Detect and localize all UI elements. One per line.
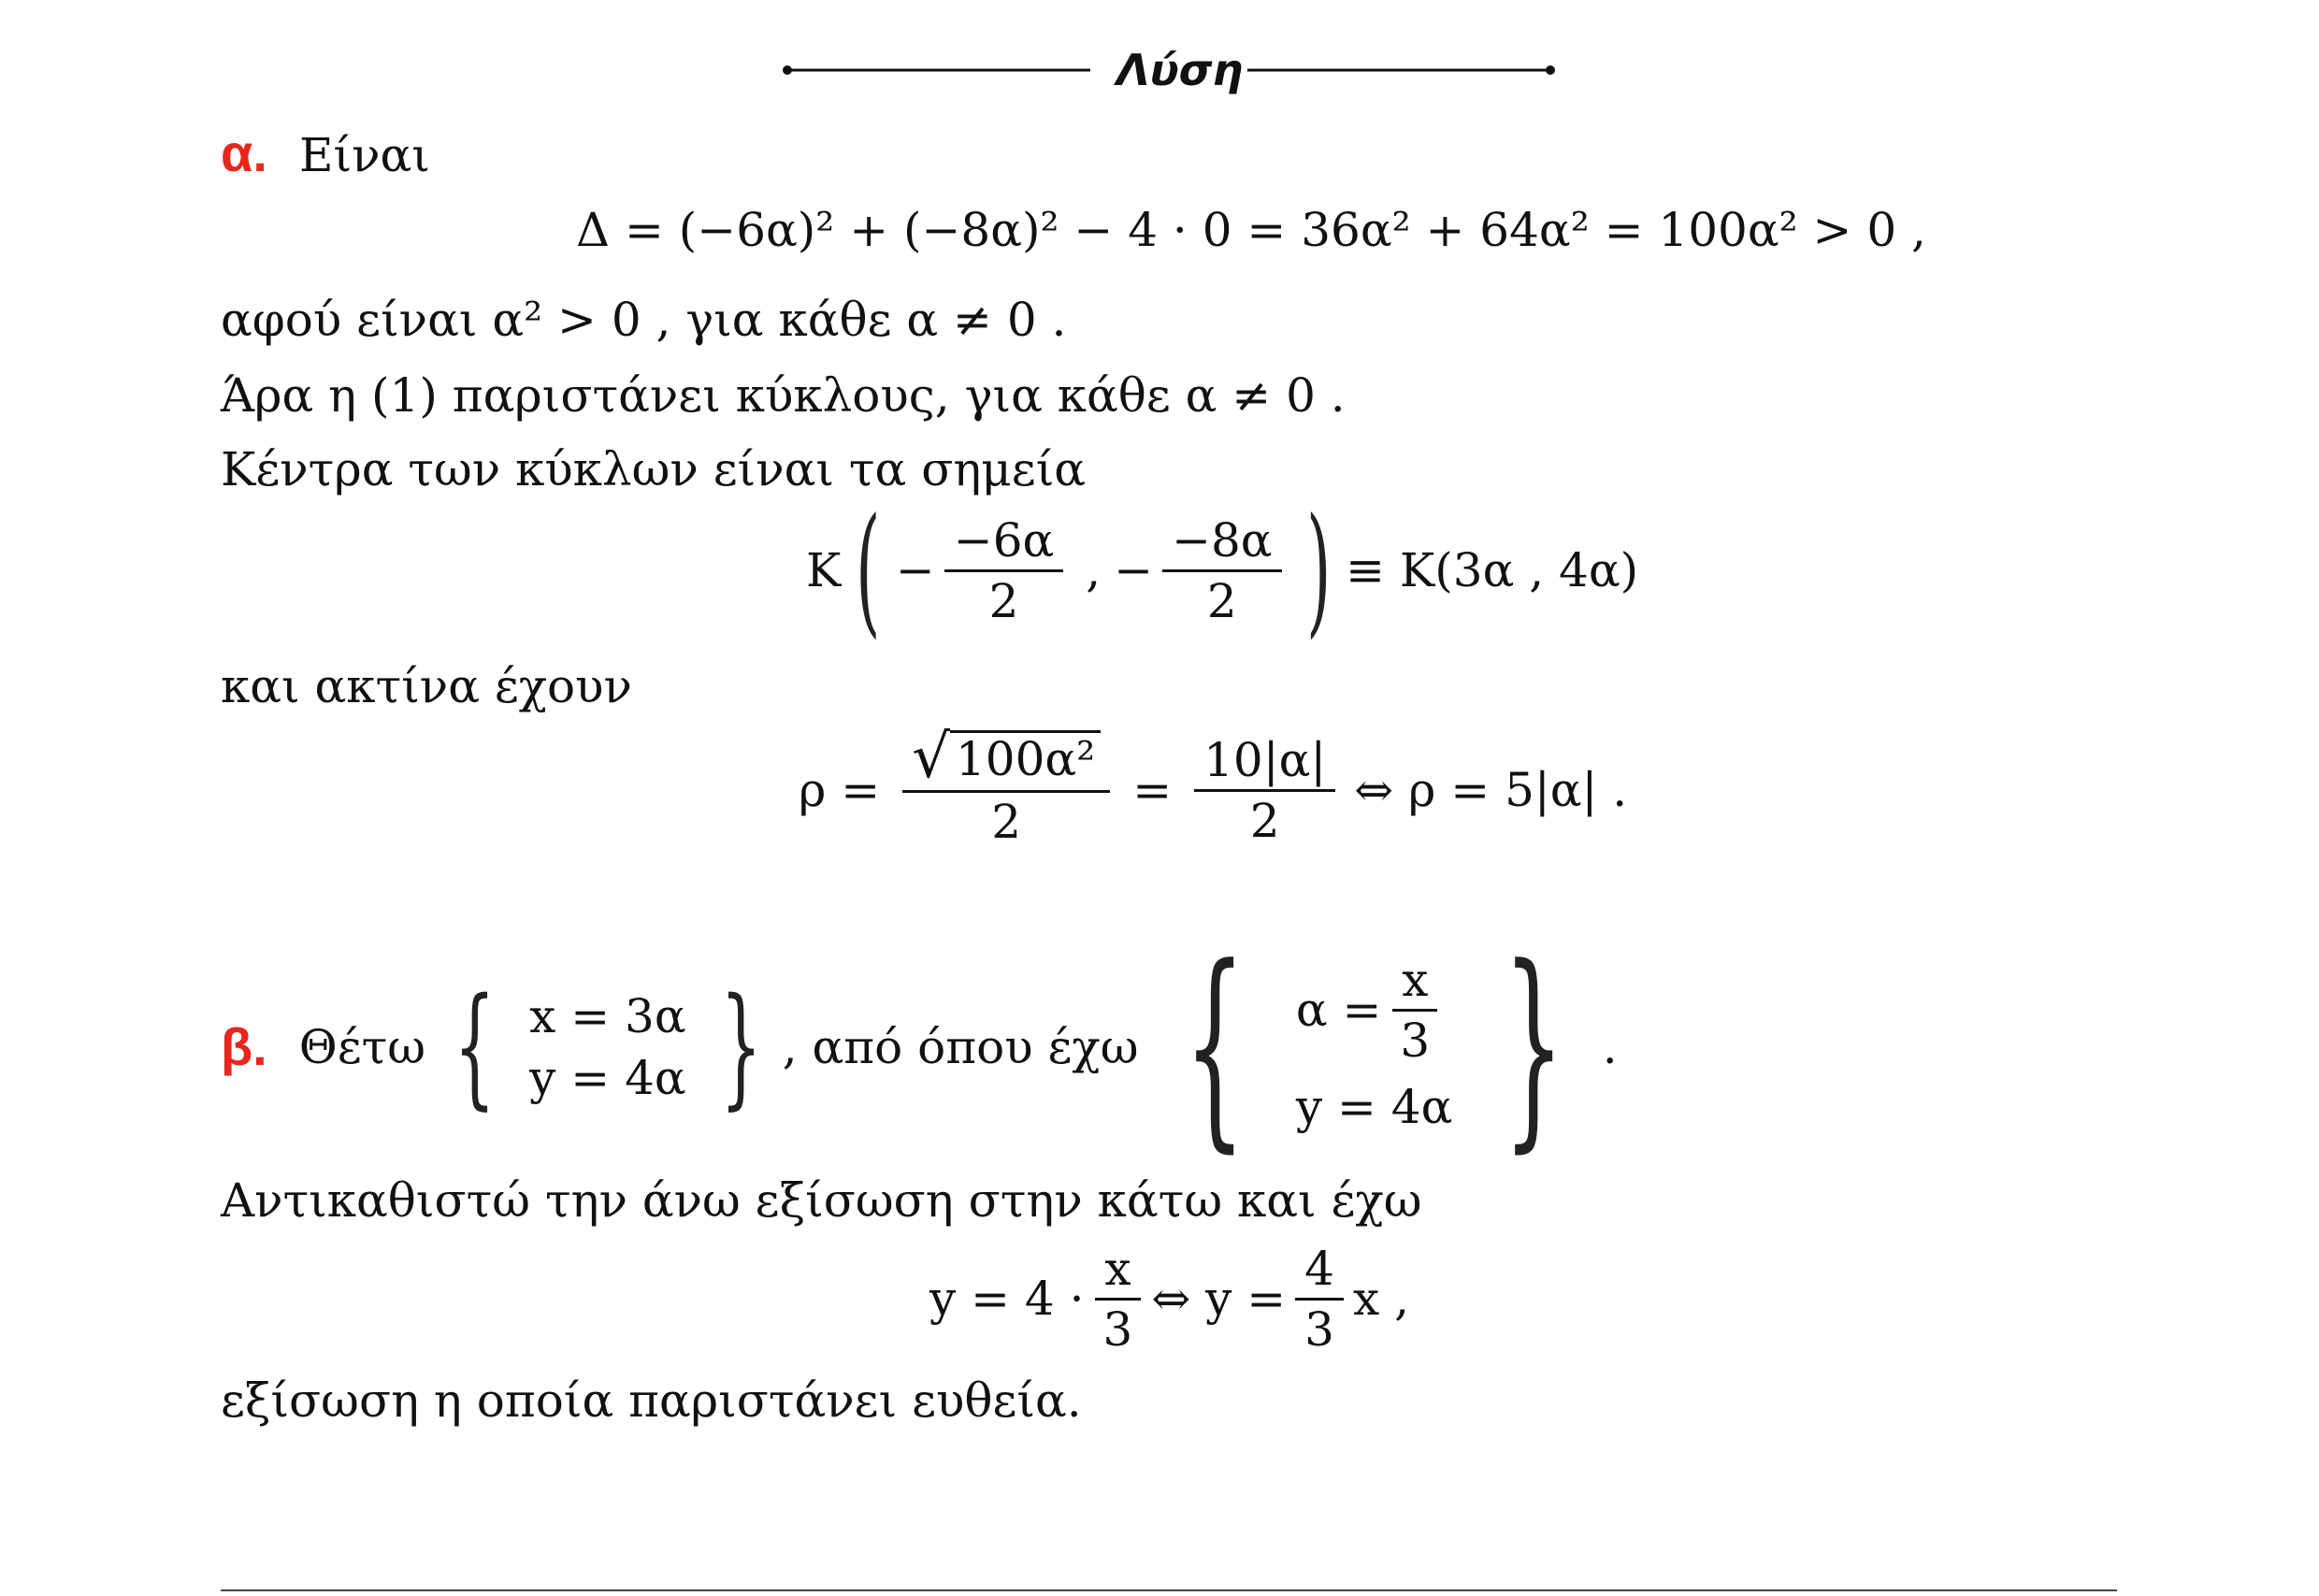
radius-equation: [799, 723, 1628, 851]
sys2-right-brace: }: [1503, 922, 1565, 1172]
part-b-intro: Θέτω: [298, 1020, 426, 1074]
part-a-intro-line: [221, 125, 430, 183]
center-num-2: −8α: [1162, 511, 1281, 572]
text-line-4: και ακτίνα έχουν: [221, 659, 632, 713]
line-den-2: 3: [1304, 1301, 1334, 1357]
text-line-2: Άρα η (1) παριστάνει κύκλους, για κάθε α ≠ 0 .: [221, 368, 1346, 423]
sqrt-symbol: √ 100α²: [912, 729, 1101, 785]
text-line-6: εξίσωση η οποία παριστάνει ευθεία.: [221, 1373, 1082, 1428]
left-paren: (: [856, 489, 881, 652]
sys2-lhs: α =: [1295, 983, 1382, 1037]
bottom-rule: [221, 1589, 2117, 1591]
sys2-num: x: [1392, 951, 1437, 1012]
center-comma: ,: [1086, 543, 1102, 597]
line-num-1: x: [1095, 1240, 1140, 1301]
sys2-den: 3: [1400, 1013, 1431, 1068]
line-fraction-1: [1094, 1240, 1143, 1359]
radius-fraction-1: [902, 723, 1110, 851]
line-den-1: 3: [1102, 1301, 1133, 1357]
right-paren: ): [1305, 489, 1332, 652]
discriminant-equation: Δ = (−6α)² + (−8α)² − 4 · 0 = 36α² + 64α² = 100α² > 0 ,: [576, 203, 1926, 257]
system-1: [516, 980, 699, 1114]
radius-rhs: ⇔ ρ = 5|α| .: [1354, 763, 1628, 817]
center-fraction-x: [944, 511, 1063, 630]
radius-den-1: 2: [991, 795, 1022, 849]
sys1-line-2: y = 4α: [529, 1051, 686, 1105]
center-den-1: 2: [988, 573, 1019, 628]
sys2-fraction: [1390, 951, 1439, 1070]
part-a-label: α.: [221, 123, 267, 182]
line-rhs: x ,: [1352, 1272, 1409, 1326]
sys1-line-1: x = 3α: [529, 989, 686, 1043]
center-lhs: K: [806, 543, 842, 597]
sys1-right-brace: }: [719, 971, 762, 1123]
part-b-label: β.: [221, 1017, 267, 1076]
sys2-left-brace: {: [1183, 922, 1246, 1172]
sys1-left-brace: {: [454, 971, 496, 1123]
radius-sqrt-numerator: [902, 723, 1110, 793]
system-2: [1283, 945, 1466, 1150]
radius-fraction-2: [1194, 731, 1335, 850]
center-minus-1: −: [895, 543, 935, 597]
radius-eq: =: [1132, 763, 1173, 817]
text-line-1: αφού είναι α² > 0 , για κάθε α ≠ 0 .: [221, 293, 1067, 347]
sys2-line-2: y = 4α: [1295, 1079, 1453, 1134]
center-fraction-y: [1162, 511, 1281, 630]
text-line-5: Αντικαθιστώ την άνω εξίσωση στην κάτω και έχω: [221, 1173, 1422, 1228]
center-equation: [806, 489, 1639, 652]
sys2-line-1: [1296, 951, 1453, 1070]
part-a-intro: Είναι: [298, 128, 430, 182]
text-line-3: Κέντρα των κύκλων είναι τα σημεία: [221, 442, 1087, 496]
line-num-2: 4: [1295, 1240, 1344, 1301]
part-b-end: .: [1602, 1020, 1618, 1074]
sqrt-argument: 100α²: [950, 730, 1101, 785]
line-equation: [929, 1238, 1409, 1359]
center-rhs: ≡ K(3α , 4α): [1346, 543, 1639, 597]
line-mid: ⇔ y =: [1151, 1272, 1287, 1326]
radius-num-2: 10|α|: [1194, 731, 1335, 792]
part-b-mid: , από όπου έχω: [782, 1020, 1139, 1074]
line-lhs: y = 4 ·: [929, 1272, 1085, 1326]
solution-header: [782, 39, 1558, 105]
part-b-system-line: [221, 922, 1618, 1172]
radius-lhs: ρ =: [799, 763, 881, 817]
center-minus-2: −: [1114, 543, 1154, 597]
center-num-1: −6α: [944, 511, 1063, 572]
line-fraction-2: [1295, 1240, 1344, 1359]
radius-den-2: 2: [1249, 793, 1280, 848]
header-title: Λύση: [1116, 45, 1244, 95]
center-den-2: 2: [1206, 573, 1237, 628]
